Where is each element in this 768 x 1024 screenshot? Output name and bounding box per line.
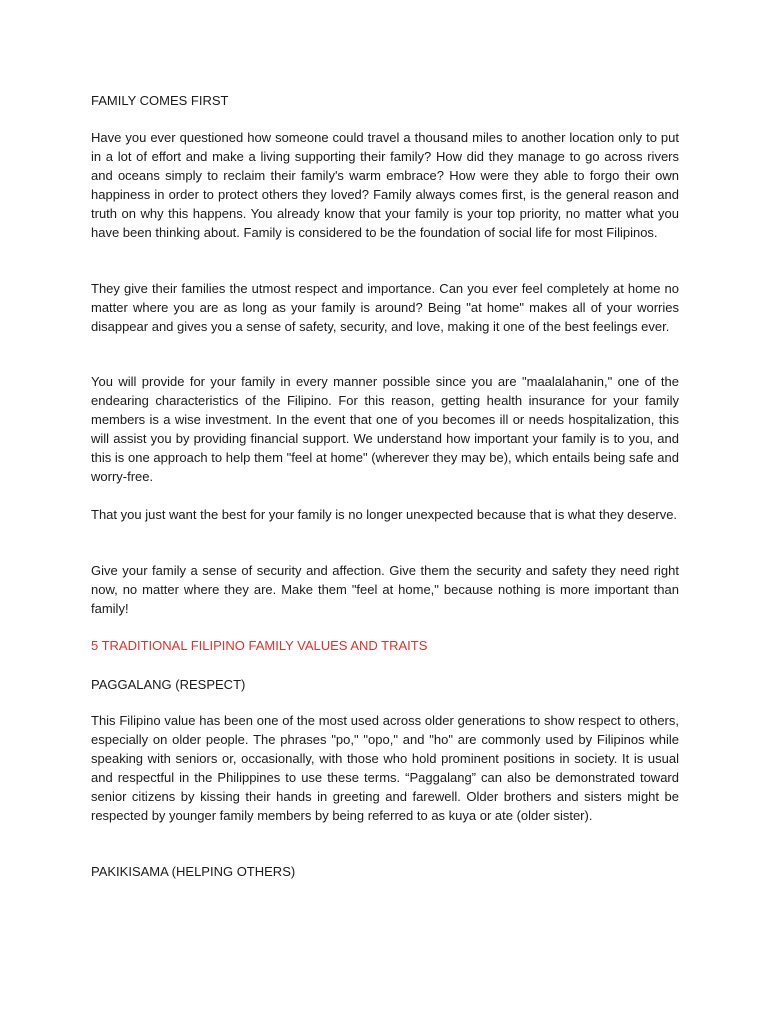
subsection-body-paggalang: This Filipino value has been one of the most used across older generations to show respect to others, especially on older people. The phrases "po," "opo," and "ho" are commonly used by Filipinos while speaking with seniors or, occasionally, with those who hold prominent positions in society. It is usual and respectful in the Philippines to use these terms. “Paggalang” can also be demonstrated toward senior citizens by kissing their hands in greeting and farewell. Older brothers and sisters might be respected by younger family members by being referred to as kuya or ate (older sister). <box>91 713 679 823</box>
subsection-title-paggalang: PAGGALANG (RESPECT) <box>91 677 246 692</box>
document-title: FAMILY COMES FIRST <box>91 93 229 108</box>
intro-paragraph-4: That you just want the best for your family is no longer unexpected because that is what they deserve. <box>91 507 678 522</box>
intro-paragraph-1: Have you ever questioned how someone could travel a thousand miles to another location only to put in a lot of effort and make a living supporting their family? How did they manage to go across rivers and oceans simply to reclaim their family's warm embrace? How were they able to forgo their own happiness in order to protect others they loved? Family always comes first, is the general reason and truth on why this happens. You already know that your family is your top priority, no matter what you have been thinking about. Family is considered to be the foundation of social life for most Filipinos. <box>91 130 679 240</box>
intro-paragraph-3: You will provide for your family in every manner possible since you are "maalalahanin," one of the endearing characteristics of the Filipino. For this reason, getting health insurance for your family members is a wise investment. In the event that one of you becomes ill or needs hospitalization, this will assist you by providing financial support. We understand how important your family is to you, and this is one approach to help them "feel at home" (wherever they may be), which entails being safe and worry-free. <box>91 374 679 484</box>
intro-paragraph-5: Give your family a sense of security and affection. Give them the security and safety they need right now, no matter where they are. Make them "feel at home," because nothing is more important than family! <box>91 563 679 616</box>
subsection-title-pakikisama: PAKIKISAMA (HELPING OTHERS) <box>91 864 296 879</box>
section-heading: 5 TRADITIONAL FILIPINO FAMILY VALUES AND TRAITS <box>91 638 428 653</box>
intro-paragraph-2: They give their families the utmost respect and importance. Can you ever feel completely at home no matter where you are as long as your family is around? Being "at home" makes all of your worries disappear and gives you a sense of safety, security, and love, making it one of the best feelings ever. <box>91 281 679 334</box>
